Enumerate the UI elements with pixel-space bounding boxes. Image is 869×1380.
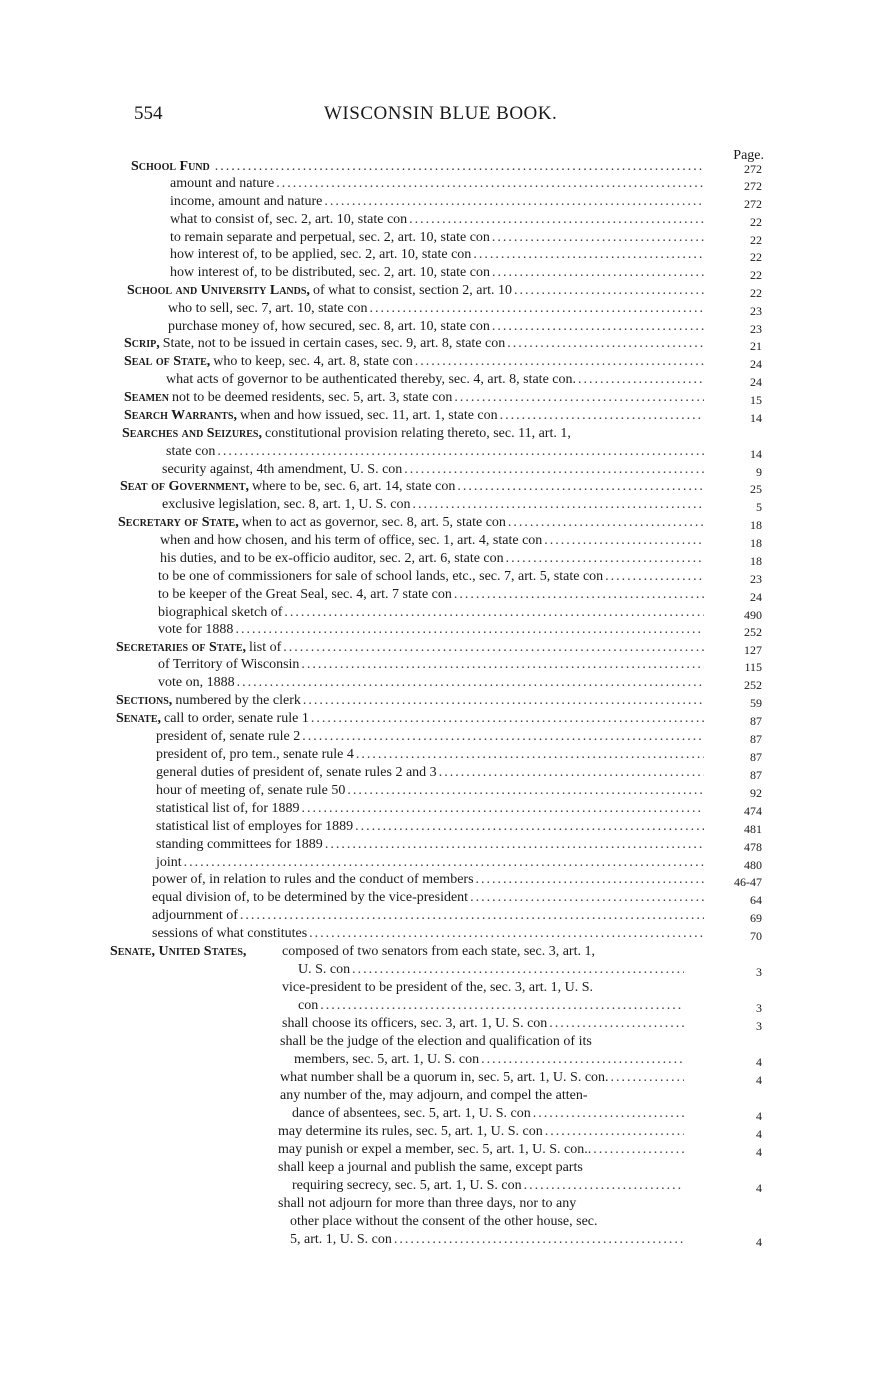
dot-leader: [506, 550, 704, 567]
entry-text: amount and nature: [170, 176, 275, 191]
page-ref: 92: [750, 786, 762, 800]
page-ref: 24: [750, 590, 762, 604]
entry-heading: Seamen: [124, 390, 170, 405]
dot-leader: [276, 175, 704, 192]
dot-leader: [302, 728, 704, 745]
entry-text: who to sell, sec. 7, art. 10, state con: [168, 301, 368, 316]
entry-text: president of, senate rule 2: [156, 729, 301, 744]
entry-text: 5, art. 1, U. S. con: [290, 1232, 392, 1247]
index-entry: [158, 586, 706, 603]
page-ref: 3: [756, 965, 762, 979]
index-entry: [124, 353, 706, 370]
entry-text: shall be the judge of the election and qualification of its: [280, 1034, 592, 1049]
entry-text: joint: [156, 855, 182, 870]
page-ref: 127: [744, 643, 762, 657]
dot-leader: [356, 746, 704, 763]
entry-heading: Searches and Seizures,: [122, 426, 262, 441]
dot-leader: [481, 1051, 684, 1068]
index-entry: [127, 282, 706, 299]
entry-heading: Sections,: [116, 693, 173, 708]
page-ref: 478: [744, 840, 762, 854]
index-entry: [278, 1195, 686, 1212]
index-entry: [120, 478, 706, 495]
page-ref: 23: [750, 304, 762, 318]
entry-text: any number of the, may adjourn, and compel the atten-: [280, 1088, 588, 1103]
index-entry: [156, 854, 706, 871]
dot-leader: [412, 496, 704, 513]
entry-text: other place without the consent of the other house, sec.: [290, 1214, 598, 1229]
dot-leader: [611, 1069, 684, 1086]
entry-text: president of, pro tem., senate rule 4: [156, 747, 354, 762]
entry-text: U. S. con: [298, 962, 351, 977]
index-entry: [116, 639, 706, 656]
page-ref: 9: [756, 465, 762, 479]
dot-leader: [404, 461, 704, 478]
dot-leader: [492, 264, 704, 281]
dot-leader: [301, 656, 704, 673]
entry-text: adjournment of: [152, 908, 238, 923]
index-entry: [124, 389, 706, 406]
page-ref: 481: [744, 822, 762, 836]
dot-leader: [454, 389, 704, 406]
entry-text: shall keep a journal and publish the same, except parts: [278, 1160, 583, 1175]
entry-text: vice-president to be president of the, sec. 3, art. 1, U. S.: [282, 980, 594, 995]
dot-leader: [235, 621, 704, 638]
index-entry: [170, 264, 706, 281]
dot-leader: [454, 586, 704, 603]
index-entry: [166, 443, 706, 460]
entry-text: composed of two senators from each state, sec. 3, art. 1,: [282, 944, 595, 959]
index-entry: [168, 300, 706, 317]
page-ref: 22: [750, 250, 762, 264]
page-ref: 23: [750, 322, 762, 336]
index-entry: [160, 532, 706, 549]
entry-heading: Senate, United States,: [110, 944, 247, 959]
entry-text: call to order, senate rule 1: [164, 711, 309, 726]
entry-text: shall not adjourn for more than three days, nor to any: [278, 1196, 577, 1211]
page-ref: 70: [750, 929, 762, 943]
page-number: 554: [134, 103, 163, 124]
entry-text: biographical sketch of: [158, 605, 283, 620]
entry-text: hour of meeting of, senate rule 50: [156, 783, 346, 798]
dot-leader: [184, 854, 704, 871]
dot-leader: [457, 478, 704, 495]
page-ref: 25: [750, 482, 762, 496]
index-entry: [158, 604, 706, 621]
entry-heading: Seat of Government,: [120, 479, 249, 494]
entry-text: of what to consist, section 2, art. 10: [312, 283, 513, 298]
dot-leader: [369, 300, 704, 317]
page-ref: 4: [756, 1073, 762, 1087]
index-entry: [282, 943, 686, 960]
index-entry: [152, 871, 706, 888]
page-ref: 15: [750, 393, 762, 407]
index-entry: [158, 568, 706, 585]
index-entry: [156, 800, 706, 817]
page-ref: 87: [750, 732, 762, 746]
dot-leader: [240, 907, 704, 924]
entry-heading: Secretary of State,: [118, 515, 239, 530]
entry-text: exclusive legislation, sec. 8, art. 1, U. S. con: [162, 497, 411, 512]
dot-leader: [309, 925, 704, 942]
index-entry: [152, 907, 706, 924]
page-ref: 3: [756, 1019, 762, 1033]
dot-leader: [284, 604, 704, 621]
page-ref: 21: [750, 339, 762, 353]
page-ref: 115: [744, 660, 762, 674]
index-entry: [166, 371, 706, 388]
page-ref: 18: [750, 554, 762, 568]
index-entry: [158, 621, 706, 638]
entry-heading: School and University Lands,: [127, 283, 310, 298]
dot-leader: [514, 282, 704, 299]
entry-text: equal division of, to be determined by the vice-president: [152, 890, 469, 905]
index-entry: [152, 925, 706, 942]
dot-leader: [476, 871, 704, 888]
entry-text: how interest of, to be distributed, sec. 2, art. 10, state con: [170, 265, 490, 280]
index-entry: [298, 961, 686, 978]
entry-text: to be keeper of the Great Seal, sec. 4, art. 7 state con: [158, 587, 452, 602]
entry-text: con: [298, 998, 319, 1013]
entry-text: to be one of commissioners for sale of school lands, etc., sec. 7, art. 5, state con: [158, 569, 604, 584]
index-entry: [122, 425, 706, 442]
page-ref: 22: [750, 268, 762, 282]
page-ref: 272: [744, 179, 762, 193]
page-ref: 22: [750, 215, 762, 229]
index-entry: [152, 889, 706, 906]
index-entry: [160, 550, 706, 567]
index-entry: [124, 407, 706, 424]
entry-text: State, not to be issued in certain cases, sec. 9, art. 8, state con: [162, 336, 506, 351]
entry-text: constitutional provision relating thereto, sec. 11, art. 1,: [265, 426, 571, 441]
dot-leader: [492, 318, 704, 335]
index-entry: [116, 692, 706, 709]
index-entry: [280, 1087, 686, 1104]
dot-leader: [237, 674, 704, 691]
page-ref: 46-47: [734, 875, 762, 889]
entry-heading: Senate,: [116, 711, 161, 726]
index-entry: [292, 1177, 686, 1194]
entry-text: what number shall be a quorum in, sec. 5, art. 1, U. S. con.: [280, 1070, 609, 1085]
entry-text: vote for 1888: [158, 622, 234, 637]
dot-leader: [320, 997, 684, 1014]
dot-leader: [544, 532, 704, 549]
page-ref: 24: [750, 375, 762, 389]
dot-leader: [470, 889, 704, 906]
index-entry: [298, 997, 686, 1014]
page-ref: 18: [750, 518, 762, 532]
entry-text: his duties, and to be ex-officio auditor, sec. 2, art. 6, state con: [160, 551, 504, 566]
index-entry: [282, 979, 686, 996]
dot-leader: [325, 836, 704, 853]
index-entry: [290, 1231, 686, 1248]
index-entry: [156, 746, 706, 763]
dot-leader: [500, 407, 704, 424]
dot-leader: [311, 710, 704, 727]
page-ref: 490: [744, 608, 762, 622]
dot-leader: [605, 568, 704, 585]
index-entry: [170, 193, 706, 210]
dot-leader: [545, 1123, 684, 1140]
page-ref: 22: [750, 233, 762, 247]
index-entry: [290, 1213, 686, 1230]
page-ref: 14: [750, 411, 762, 425]
entry-text: where to be, sec. 6, art. 14, state con: [252, 479, 456, 494]
page-ref: 252: [744, 678, 762, 692]
page-column-heading: Page.: [733, 148, 764, 163]
index-entry: [280, 1069, 686, 1086]
dot-leader: [473, 246, 704, 263]
page-ref: 480: [744, 858, 762, 872]
entry-text: may punish or expel a member, sec. 5, art. 1, U. S. con..: [278, 1142, 592, 1157]
page-ref: 24: [750, 357, 762, 371]
index-entry: [116, 710, 706, 727]
page-ref: 4: [756, 1055, 762, 1069]
index-entry: [124, 335, 706, 352]
entry-text: dance of absentees, sec. 5, art. 1, U. S. con: [292, 1106, 531, 1121]
page-ref: 5: [756, 500, 762, 514]
entry-text: numbered by the clerk: [175, 693, 301, 708]
dot-leader: [578, 371, 704, 388]
index-entry: [162, 461, 706, 478]
index-entry: [170, 211, 706, 228]
dot-leader: [593, 1141, 684, 1158]
entry-text: who to keep, sec. 4, art. 8, state con: [213, 354, 413, 369]
index-entry: [278, 1159, 686, 1176]
entry-text: sessions of what constitutes: [152, 926, 308, 941]
index-entry: [170, 246, 706, 263]
page-ref: 18: [750, 536, 762, 550]
entry-text: state con: [166, 444, 216, 459]
page-title: WISCONSIN BLUE BOOK.: [324, 103, 558, 124]
page-ref: 64: [750, 893, 762, 907]
index-entry: [278, 1123, 686, 1140]
index-entry: [156, 728, 706, 745]
entry-text: requiring secrecy, sec. 5, art. 1, U. S. con: [292, 1178, 522, 1193]
entry-heading: Search Warrants,: [124, 408, 237, 423]
dot-leader: [508, 514, 704, 531]
dot-leader: [507, 335, 704, 352]
dot-leader: [347, 782, 704, 799]
index-entry: [158, 656, 706, 673]
index-entry: [156, 764, 706, 781]
index-entry: [168, 318, 706, 335]
entry-text: what to consist of, sec. 2, art. 10, state con: [170, 212, 408, 227]
dot-leader: [492, 229, 704, 246]
entry-text: statistical list of, for 1889: [156, 801, 300, 816]
index-entry: [292, 1105, 686, 1122]
entry-text: list of: [248, 640, 282, 655]
dot-leader: [303, 692, 704, 709]
page-ref: 4: [756, 1235, 762, 1249]
page-ref: 59: [750, 696, 762, 710]
entry-heading: Scrip,: [124, 336, 160, 351]
entry-text: when and how issued, sec. 11, art. 1, state con: [240, 408, 498, 423]
dot-leader: [324, 193, 704, 210]
entry-text: members, sec. 5, art. 1, U. S. con: [294, 1052, 480, 1067]
page-ref: 4: [756, 1145, 762, 1159]
page-ref: 87: [750, 768, 762, 782]
index-entry: [170, 175, 706, 192]
page-ref: 87: [750, 750, 762, 764]
page-ref: 252: [744, 625, 762, 639]
index-entry: [162, 496, 706, 513]
index-entry: [282, 1015, 686, 1032]
dot-leader: [352, 961, 684, 978]
entry-text: power of, in relation to rules and the conduct of members: [152, 872, 474, 887]
page-ref: 14: [750, 447, 762, 461]
page-ref: 69: [750, 911, 762, 925]
page-ref: 4: [756, 1109, 762, 1123]
dot-leader: [283, 639, 704, 656]
entry-text: security against, 4th amendment, U. S. con: [162, 462, 403, 477]
entry-text: vote on, 1888: [158, 675, 235, 690]
page-ref: 87: [750, 714, 762, 728]
page-ref: 22: [750, 286, 762, 300]
dot-leader: [394, 1231, 684, 1248]
entry-text: may determine its rules, sec. 5, art. 1, U. S. con: [278, 1124, 543, 1139]
index-entry: [156, 836, 706, 853]
dot-leader: [524, 1177, 684, 1194]
dot-leader: [439, 764, 704, 781]
entry-heading: School Fund: [131, 159, 210, 174]
entry-text: how interest of, to be applied, sec. 2, art. 10, state con: [170, 247, 472, 262]
entry-heading: Secretaries of State,: [116, 640, 246, 655]
entry-text: to remain separate and perpetual, sec. 2, art. 10, state con: [170, 230, 490, 245]
index-entry: [131, 158, 706, 175]
index-entry: [118, 514, 706, 531]
entry-text: what acts of governor to be authenticated thereby, sec. 4, art. 8, state con.: [166, 372, 576, 387]
dot-leader: [415, 353, 704, 370]
entry-text: not to be deemed residents, sec. 5, art. 3, state con: [172, 390, 453, 405]
entry-text: when and how chosen, and his term of office, sec. 1, art. 4, state con: [160, 533, 543, 548]
entry-text: of Territory of Wisconsin: [158, 657, 300, 672]
dot-leader: [409, 211, 704, 228]
index-entry: [156, 782, 706, 799]
entry-text: standing committees for 1889: [156, 837, 323, 852]
dot-leader: [301, 800, 704, 817]
entry-text: when to act as governor, sec. 8, art. 5, state con: [241, 515, 506, 530]
dot-leader: [215, 158, 704, 175]
dot-leader: [217, 443, 704, 460]
page-ref: 4: [756, 1181, 762, 1195]
entry-text: shall choose its officers, sec. 3, art. 1, U. S. con: [282, 1016, 548, 1031]
entry-text: income, amount and nature: [170, 194, 323, 209]
index-entry: [156, 818, 706, 835]
entry-text: general duties of president of, senate rules 2 and 3: [156, 765, 437, 780]
page-ref: 474: [744, 804, 762, 818]
index-entry: [294, 1051, 686, 1068]
page-ref: 272: [744, 162, 762, 176]
index-entry: [280, 1033, 686, 1050]
page-ref: 23: [750, 572, 762, 586]
dot-leader: [355, 818, 704, 835]
page-ref: 272: [744, 197, 762, 211]
index-entry: [278, 1141, 686, 1158]
entry-heading: Seal of State,: [124, 354, 211, 369]
index-entry: [170, 229, 706, 246]
dot-leader: [549, 1015, 684, 1032]
entry-text: statistical list of employes for 1889: [156, 819, 354, 834]
index-entry: [158, 674, 706, 691]
page-ref: 3: [756, 1001, 762, 1015]
entry-text: purchase money of, how secured, sec. 8, art. 10, state con: [168, 319, 490, 334]
dot-leader: [533, 1105, 684, 1122]
page-ref: 4: [756, 1127, 762, 1141]
